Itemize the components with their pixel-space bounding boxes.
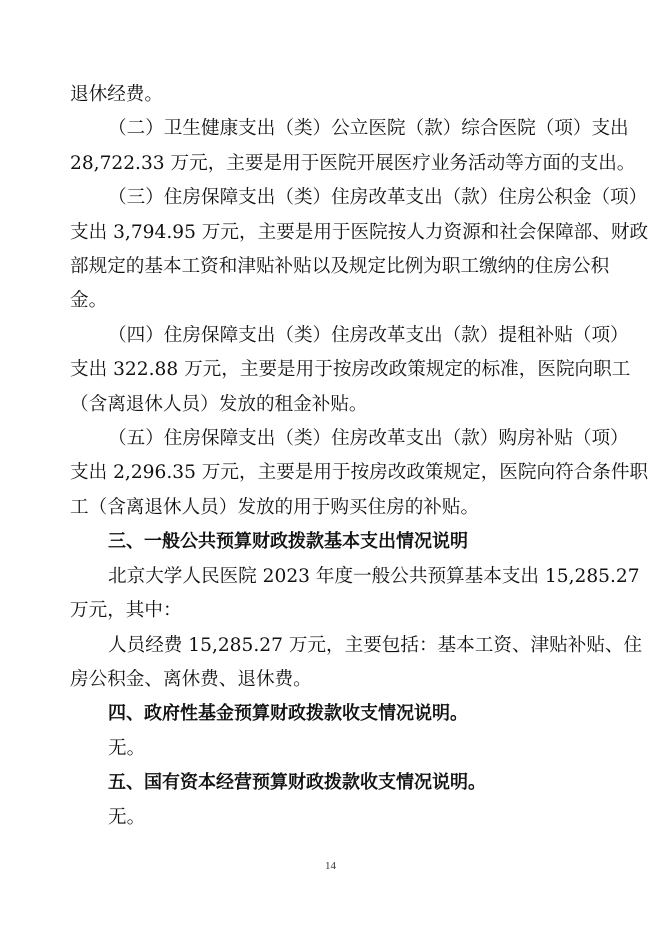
paragraph-line: 无。 bbox=[108, 806, 146, 828]
page-number: 14 bbox=[325, 860, 336, 872]
paragraph-line: 北京大学人民医院 2023 年度一般公共预算基本支出 15,285.27 bbox=[108, 565, 640, 587]
paragraph-line: 金。 bbox=[70, 290, 108, 312]
paragraph-line: 房公积金、离休费、退休费。 bbox=[70, 668, 312, 690]
paragraph-line: （四）住房保障支出（类）住房改革支出（款）提租补贴（项） bbox=[108, 324, 629, 346]
paragraph-line: 工（含离退休人员）发放的用于购买住房的补贴。 bbox=[70, 496, 480, 518]
paragraph-line: 支出 3,794.95 万元，主要是用于医院按人力资源和社会保障部、财政 bbox=[70, 221, 649, 243]
section-heading-5: 五、国有资本经营预算财政拨款收支情况说明。 bbox=[108, 772, 486, 794]
paragraph-line: 无。 bbox=[108, 737, 146, 759]
paragraph-line: 部规定的基本工资和津贴补贴以及规定比例为职工缴纳的住房公积 bbox=[70, 256, 610, 278]
paragraph-line: 退休经费。 bbox=[70, 84, 163, 105]
section-heading-4: 四、政府性基金预算财政拨款收支情况说明。 bbox=[108, 703, 468, 725]
paragraph-line: 28,722.33 万元，主要是用于医院开展医疗业务活动等方面的支出。 bbox=[70, 152, 636, 174]
paragraph-line: （含离退休人员）发放的租金补贴。 bbox=[70, 393, 368, 415]
paragraph-line: 万元，其中： bbox=[70, 600, 182, 622]
paragraph-line: 支出 322.88 万元，主要是用于按房改政策规定的标准，医院向职工 bbox=[70, 359, 631, 381]
paragraph-line: （三）住房保障支出（类）住房改革支出（款）住房公积金（项） bbox=[108, 187, 648, 209]
section-heading-3: 三、一般公共预算财政拨款基本支出情况说明 bbox=[108, 531, 468, 553]
document-body bbox=[70, 78, 649, 835]
paragraph-line: （二）卫生健康支出（类）公立医院（款）综合医院（项）支出 bbox=[108, 118, 629, 140]
paragraph-line: 人员经费 15,285.27 万元，主要包括：基本工资、津贴补贴、住 bbox=[108, 634, 643, 656]
paragraph-line: 支出 2,296.35 万元，主要是用于按房改政策规定，医院向符合条件职 bbox=[70, 462, 649, 484]
paragraph-line: （五）住房保障支出（类）住房改革支出（款）购房补贴（项） bbox=[108, 428, 629, 450]
